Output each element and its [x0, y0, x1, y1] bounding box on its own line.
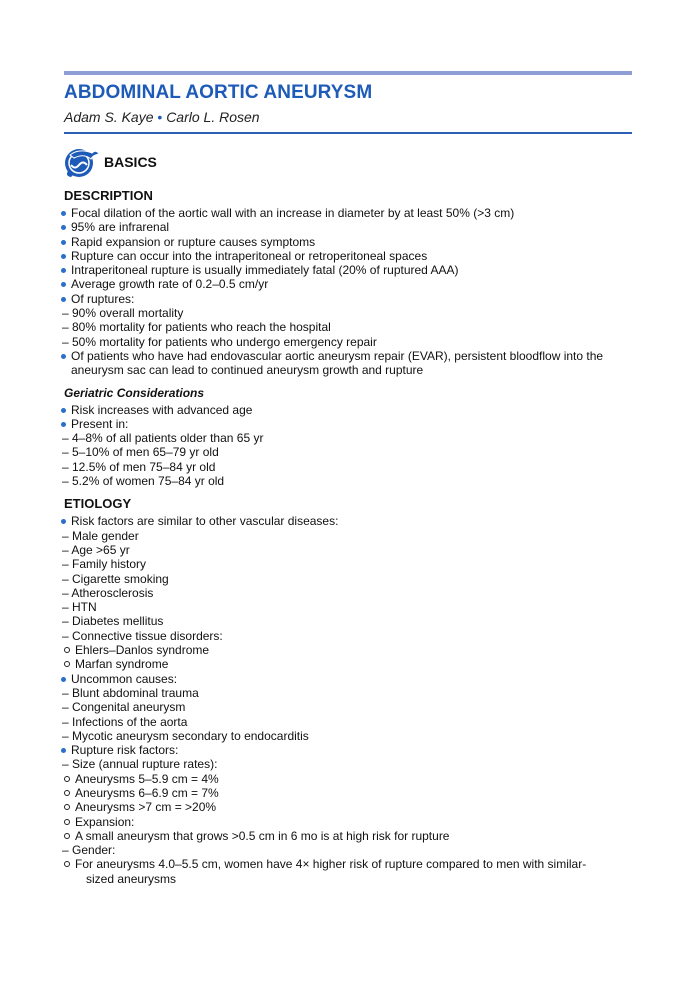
basics-label: BASICS — [104, 154, 157, 170]
sub-bullet-item: A small aneurysm that grows >0.5 cm in 6 mo is at high risk for rupture — [58, 829, 638, 843]
dash-item: – HTN — [62, 600, 97, 615]
author-1: Adam S. Kaye — [64, 109, 154, 125]
bullet-item: Of patients who have had endovascular aortic aneurysm repair (EVAR), persistent bloodflow into the — [58, 349, 638, 363]
dash-item: – Blunt abdominal trauma — [62, 685, 199, 700]
sub-bullet-item: Aneurysms 6–6.9 cm = 7% — [58, 786, 638, 800]
bullet-item: Present in: — [58, 417, 638, 431]
sub-bullet-item: Aneurysms >7 cm = >20% — [58, 800, 638, 814]
dash-item: – 5–10% of men 65–79 yr old — [62, 445, 219, 460]
sub-bullet-item: Ehlers–Danlos syndrome — [58, 643, 638, 657]
sub-bullet-item: Aneurysms 5–5.9 cm = 4% — [58, 772, 638, 786]
dash-item: – 4–8% of all patients older than 65 yr — [62, 431, 264, 446]
bullet-item: Intraperitoneal rupture is usually immediately fatal (20% of ruptured AAA) — [58, 263, 638, 277]
author-separator: • — [157, 109, 163, 125]
dash-item: – 80% mortality for patients who reach the hospital — [62, 320, 331, 335]
dash-item: – Atherosclerosis — [62, 585, 154, 600]
dash-item: – 50% mortality for patients who undergo emergency repair — [62, 334, 377, 349]
bullet-item: Uncommon causes: — [58, 672, 638, 686]
dash-item: – Size (annual rupture rates): — [62, 757, 218, 772]
author-rule — [64, 132, 632, 134]
content-body — [58, 186, 638, 886]
bullet-item: Risk factors are similar to other vascular diseases: — [58, 514, 638, 528]
authors — [64, 109, 260, 125]
dash-item: – Mycotic aneurysm secondary to endocarditis — [62, 728, 309, 743]
bullet-item: Focal dilation of the aortic wall with an increase in diameter by at least 50% (>3 cm) — [58, 206, 638, 220]
dash-item: – 12.5% of men 75–84 yr old — [62, 459, 216, 474]
subsection-heading: Geriatric Considerations — [64, 385, 205, 400]
continuation-line: aneurysm sac can lead to continued aneurysm growth and rupture — [71, 363, 424, 378]
dash-item: – 5.2% of women 75–84 yr old — [62, 474, 225, 489]
dash-item: – Connective tissue disorders: — [62, 628, 223, 643]
dash-item: – Male gender — [62, 528, 139, 543]
sub-bullet-item: Expansion: — [58, 815, 638, 829]
sub-bullet-item: For aneurysms 4.0–5.5 cm, women have 4× higher risk of rupture compared to men with similar- — [58, 857, 638, 871]
dash-item: – Age >65 yr — [62, 542, 130, 557]
bullet-item: Rapid expansion or rupture causes symptoms — [58, 235, 638, 249]
page-title: ABDOMINAL AORTIC ANEURYSM — [64, 82, 373, 103]
section-heading: DESCRIPTION — [64, 188, 153, 203]
dash-item: – Family history — [62, 557, 147, 572]
bullet-item: Risk increases with advanced age — [58, 403, 638, 417]
bullet-item: Rupture can occur into the intraperitoneal or retroperitoneal spaces — [58, 249, 638, 263]
dash-item: – Infections of the aorta — [62, 714, 188, 729]
section-heading: ETIOLOGY — [64, 496, 132, 512]
bullet-item: 95% are infrarenal — [58, 220, 638, 234]
author-2: Carlo L. Rosen — [166, 109, 260, 125]
continuation-line: sized aneurysms — [86, 871, 177, 886]
dash-item: – Diabetes mellitus — [62, 614, 164, 629]
bullet-item: Rupture risk factors: — [58, 743, 638, 757]
sub-bullet-item: Marfan syndrome — [58, 657, 638, 671]
bullet-item: Of ruptures: — [58, 292, 638, 306]
dash-item: – Cigarette smoking — [62, 571, 169, 586]
dash-item: – Gender: — [62, 843, 116, 858]
basics-logo-icon — [62, 145, 100, 179]
top-rule — [64, 71, 632, 75]
basics-heading — [62, 145, 157, 179]
bullet-item: Average growth rate of 0.2–0.5 cm/yr — [58, 277, 638, 291]
dash-item: – 90% overall mortality — [62, 306, 184, 321]
dash-item: – Congenital aneurysm — [62, 700, 186, 715]
